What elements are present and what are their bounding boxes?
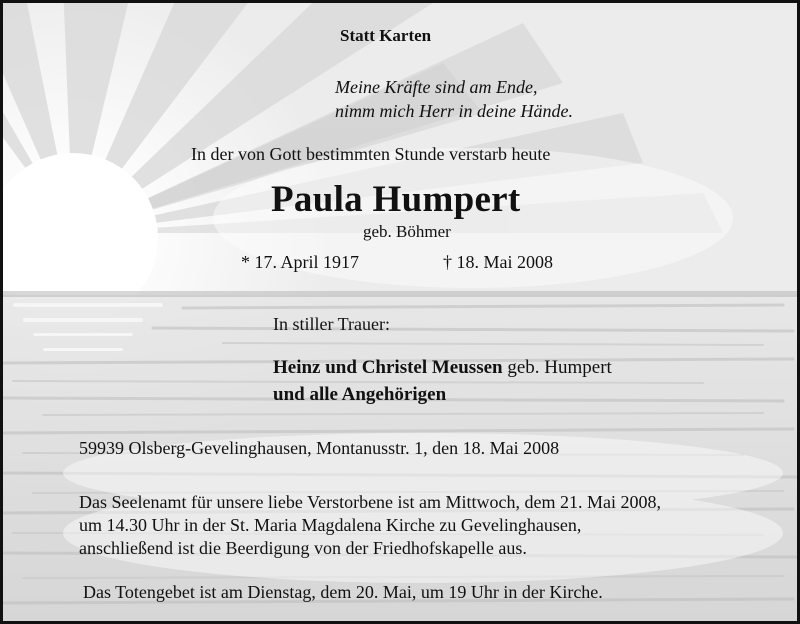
mourner-names: Heinz und Christel Meussen <box>273 357 503 378</box>
verse-line-1: Meine Kräfte sind am Ende, <box>335 77 538 97</box>
intro-text: In der von Gott bestimmten Stunde verstarb heute <box>191 144 551 164</box>
maiden-name: geb. Böhmer <box>363 222 451 241</box>
deceased-name: Paula Humpert <box>271 179 521 220</box>
requiem-line-2: um 14.30 Uhr in der St. Maria Magdalena Kirche zu Gevelinghausen, <box>79 515 582 535</box>
mourner-maiden-name: geb. Humpert <box>502 357 612 378</box>
requiem-line-3: anschließend ist die Beerdigung von der Friedhofskapelle aus. <box>79 538 527 558</box>
death-date: † 18. Mai 2008 <box>443 252 553 272</box>
place-and-date: 59939 Olsberg-Gevelinghausen, Montanusstr. 1, den 18. Mai 2008 <box>79 438 560 458</box>
mourner-family <box>273 358 612 377</box>
birth-date: * 17. April 1917 <box>241 252 360 272</box>
verse-line-2: nimm mich Herr in deine Hände. <box>335 101 573 121</box>
mourning-heading: In stiller Trauer: <box>273 314 390 334</box>
bible-verse <box>335 75 573 123</box>
requiem-paragraph <box>79 491 661 560</box>
mourner-relatives: und alle Angehörigen <box>273 384 447 405</box>
requiem-line-1: Das Seelenamt für unsere liebe Verstorbene ist am Mittwoch, dem 21. Mai 2008, <box>79 492 662 512</box>
statt-karten-heading: Statt Karten <box>340 26 432 45</box>
prayer-notice: Das Totengebet ist am Dienstag, dem 20. Mai, um 19 Uhr in der Kirche. <box>83 582 603 602</box>
